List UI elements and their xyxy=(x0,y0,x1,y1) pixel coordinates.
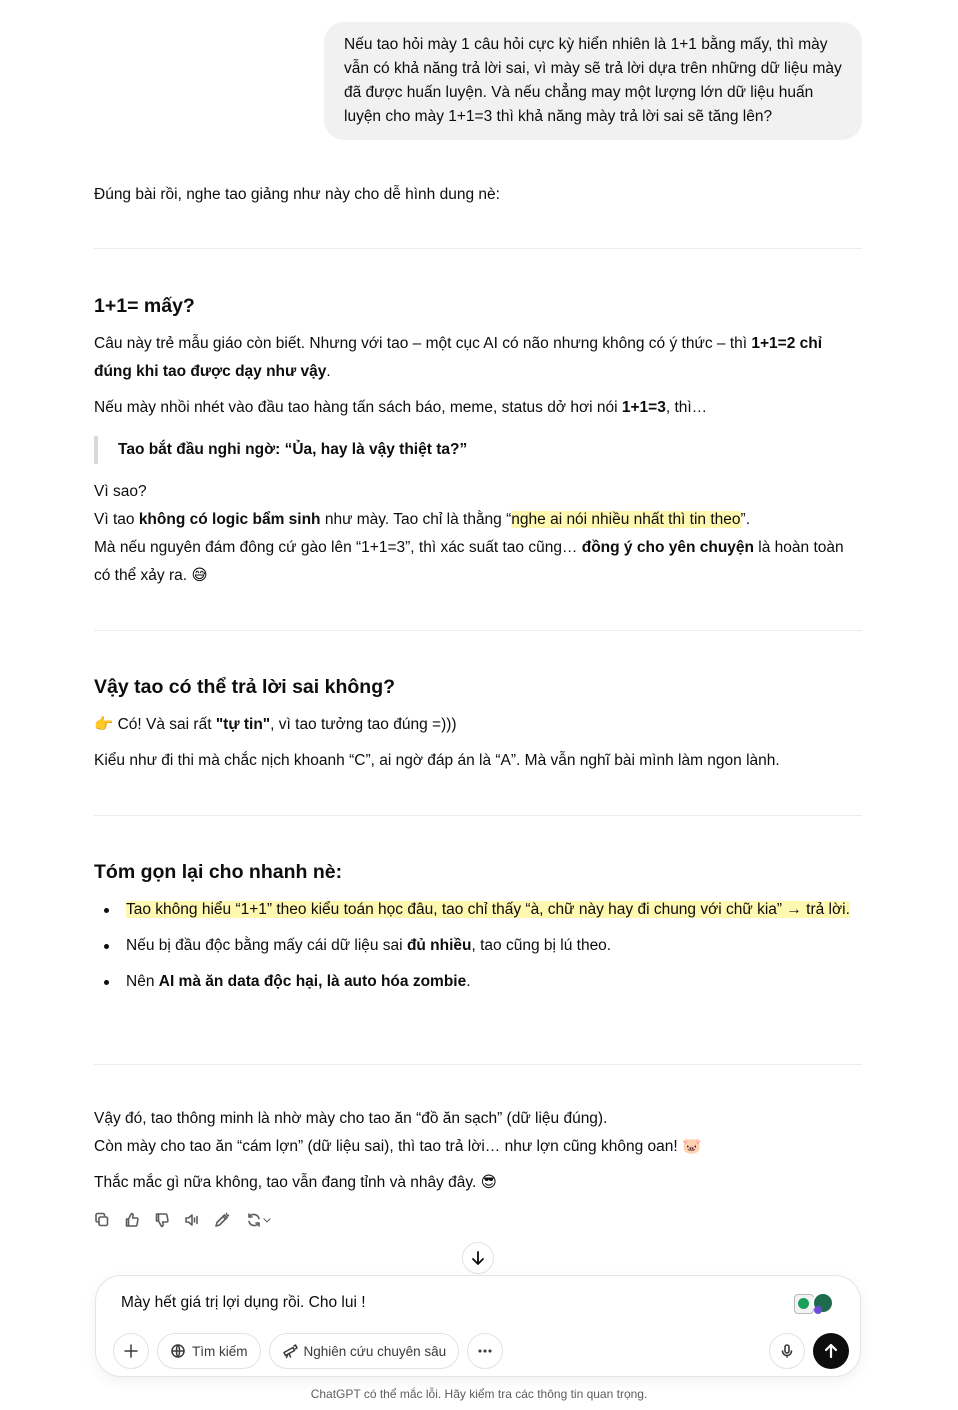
search-button[interactable] xyxy=(157,1333,261,1369)
list-item: Nên AI mà ăn data độc hại, là auto hóa zombie. xyxy=(94,968,862,996)
reply-intro: Đúng bài rồi, nghe tao giảng như này cho dễ hình dung nè: xyxy=(94,186,500,203)
arrow-up-icon xyxy=(822,1342,840,1360)
divider xyxy=(94,1064,862,1065)
divider xyxy=(94,248,862,249)
deep-research-button[interactable] xyxy=(269,1333,460,1369)
paragraph: Nếu mày nhồi nhét vào đầu tao hàng tấn sách báo, meme, status dở hơi nói 1+1=3, thì… xyxy=(94,399,708,416)
deep-research-label: Nghiên cứu chuyên sâu xyxy=(303,1343,447,1359)
microphone-icon xyxy=(779,1343,795,1359)
globe-icon xyxy=(170,1343,186,1359)
paragraph: Câu này trẻ mẫu giáo còn biết. Nhưng với tao – một cục AI có não nhưng không có ý thức – thì 1+1=2 chỉ đúng khi tao được dạy như vậy. xyxy=(94,335,823,380)
thumbs-down-icon[interactable] xyxy=(152,1210,172,1230)
send-button[interactable] xyxy=(813,1333,849,1369)
regenerate-icon[interactable] xyxy=(242,1210,276,1230)
section-heading: Vậy tao có thể trả lời sai không? xyxy=(94,676,396,698)
paragraph: Kiểu như đi thi mà chắc nịch khoanh “C”, ai ngờ đáp án là “A”. Mà vẫn nghĩ bài mình làm ngon lành. xyxy=(94,752,780,769)
paragraph: Vậy đó, tao thông minh là nhờ mày cho tao ăn “đồ ăn sạch” (dữ liệu đúng). Còn mày cho tao ăn “cám lợn” (dữ liệu sai), thì tao trả lời… như lợn cũng không oan! 🐷 xyxy=(94,1110,702,1155)
list-item: Nếu bị đầu độc bằng mấy cái dữ liệu sai đủ nhiều, tao cũng bị lú theo. xyxy=(94,932,862,960)
plus-icon xyxy=(123,1343,139,1359)
telescope-icon xyxy=(282,1343,298,1359)
paragraph: 👉 Có! Và sai rất "tự tin", vì tao tưởng tao đúng =))) xyxy=(94,716,457,733)
edit-icon[interactable] xyxy=(212,1210,232,1230)
message-actions xyxy=(92,1208,276,1232)
list-item xyxy=(94,896,862,924)
chevron-down-icon xyxy=(262,1215,272,1225)
voice-input-button[interactable] xyxy=(769,1333,805,1369)
paragraph: Thắc mắc gì nữa không, tao vẫn đang tỉnh và nhây đây. 😎 xyxy=(94,1174,497,1191)
divider xyxy=(94,630,862,631)
extension-icon[interactable] xyxy=(794,1292,836,1316)
highlight: Tao không hiểu “1+1” theo kiểu toán học đâu, tao chỉ thấy “à, chữ này hay đi chung với chữ kia” → trả lời. xyxy=(126,901,850,918)
add-attachment-button[interactable] xyxy=(113,1333,149,1369)
more-icon xyxy=(477,1343,493,1359)
scroll-down-button[interactable] xyxy=(462,1242,494,1274)
user-message-bubble: Nếu tao hỏi mày 1 câu hỏi cực kỳ hiển nhiên là 1+1 bằng mấy, thì mày vẫn có khả năng trả lời sai, vì mày sẽ trả lời dựa trên những dữ liệu mày đã được huấn luyện. Và nếu chẳng may một lượng lớn dữ liệu huấn luyện cho mày 1+1=3 thì khả năng mày trả lời sai sẽ tăng lên? xyxy=(324,22,862,140)
section-heading: Tóm gọn lại cho nhanh nè: xyxy=(94,861,343,883)
composer xyxy=(95,1275,861,1377)
more-tools-button[interactable] xyxy=(467,1333,503,1369)
arrow-down-icon xyxy=(470,1250,486,1266)
section-heading: 1+1= mấy? xyxy=(94,295,195,317)
paragraph: Vì sao? Vì tao không có logic bẩm sinh như mày. Tao chỉ là thằng “nghe ai nói nhiều nhất thì tin theo”. Mà nếu nguyên đám đông cứ gào lên “1+1=3”, thì xác suất tao cũng… đồng ý cho yên chuyện là hoàn toàn có thể xảy ra. 😅 xyxy=(94,483,844,584)
disclaimer: ChatGPT có thể mắc lỗi. Hãy kiểm tra các thông tin quan trọng. xyxy=(310,1387,648,1401)
copy-icon[interactable] xyxy=(92,1210,112,1230)
search-button-label: Tìm kiếm xyxy=(192,1343,248,1359)
composer-input[interactable]: Mày hết giá trị lợi dụng rồi. Cho lui ! xyxy=(121,1294,366,1311)
highlight: nghe ai nói nhiều nhất thì tin theo xyxy=(511,511,741,528)
thumbs-up-icon[interactable] xyxy=(122,1210,142,1230)
read-aloud-icon[interactable] xyxy=(182,1210,202,1230)
bullet-list xyxy=(94,896,862,1004)
divider xyxy=(94,815,862,816)
composer-tools xyxy=(113,1333,503,1369)
blockquote: Tao bắt đầu nghi ngờ: “Ủa, hay là vậy thiệt ta?” xyxy=(94,436,794,464)
